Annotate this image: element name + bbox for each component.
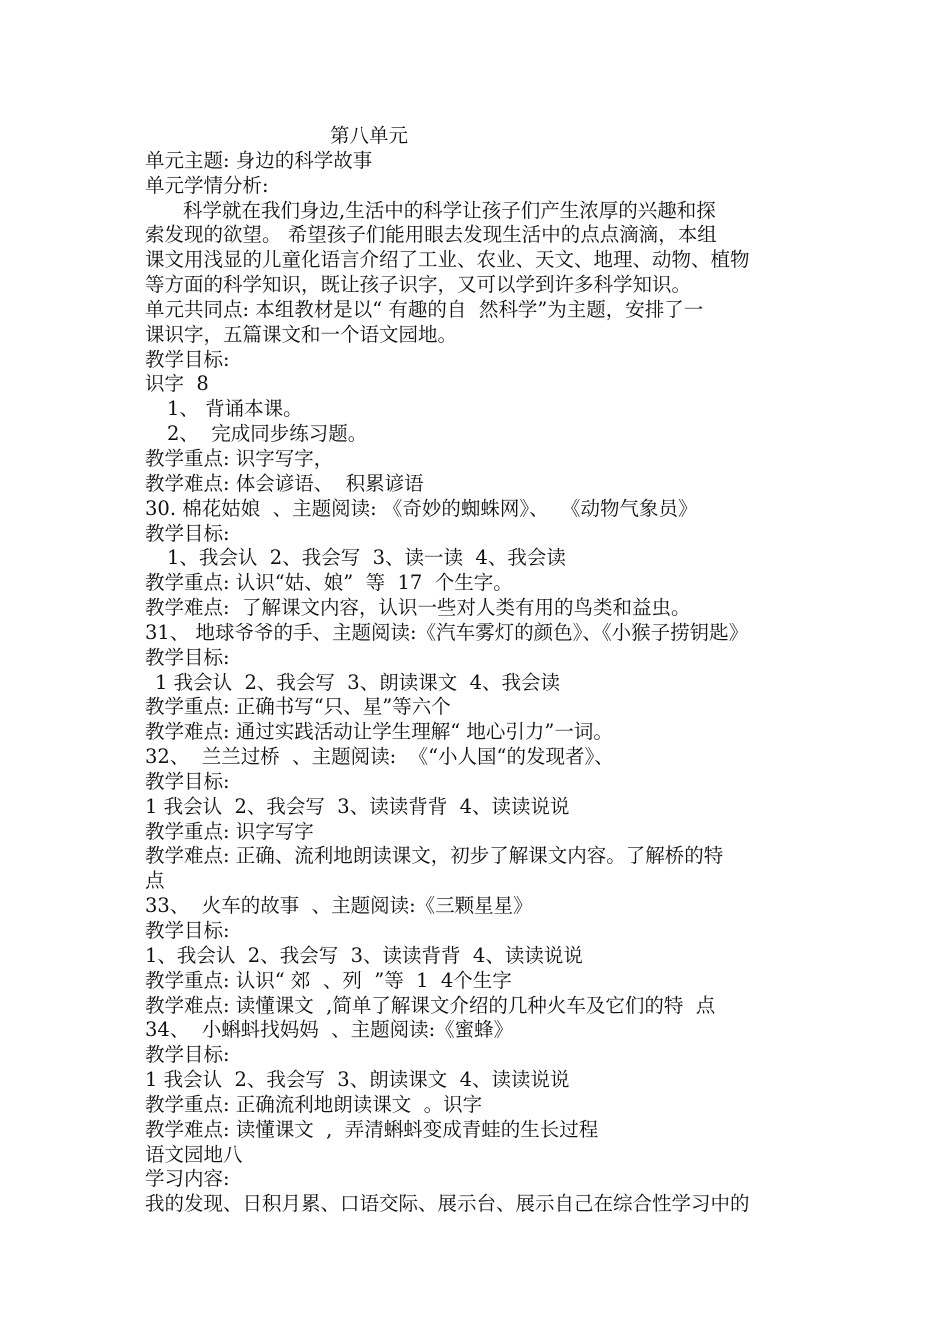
document-page xyxy=(145,124,815,1217)
lesson-heading-34: 34、 小蝌蚪找妈妈 、主题阅读:《蜜蜂》 xyxy=(145,1018,514,1042)
teaching-difficulty: 教学难点: 通过实践活动让学生理解“ 地心引力”一词。 xyxy=(145,720,613,744)
goal-items: 1、我会认 2、我会写 3、读读背背 4、读读说说 xyxy=(145,943,583,967)
analysis-text-line: 科学就在我们身边,生活中的科学让孩子们产生浓厚的兴趣和探 xyxy=(183,198,716,222)
goal-items: 1、我会认 2、我会写 3、读一读 4、我会读 xyxy=(167,546,566,570)
goal-items: 1 我会认 2、我会写 3、读读背背 4、读读说说 xyxy=(145,794,570,818)
lesson-heading-32: 32、 兰兰过桥 、主题阅读: 《“小人国“的发现者》、 xyxy=(145,745,614,769)
teaching-focus: 教学重点: 认识“姑、娘” 等 17 个生字。 xyxy=(145,571,513,595)
unit-analysis-heading: 单元学情分析: xyxy=(145,173,269,197)
teaching-focus: 教学重点: 认识“ 郊 、列 ”等 1 4个生字 xyxy=(145,968,512,992)
lesson-heading-shizi8: 识字 8 xyxy=(145,372,209,396)
unit-common-point: 单元共同点: 本组教材是以“ 有趣的自 然科学”为主题，安排了一 xyxy=(145,297,704,321)
teaching-goal-heading: 教学目标: xyxy=(145,521,230,545)
goal-items: 1 我会认 2、我会写 3、朗读课文 4、我会读 xyxy=(155,670,561,694)
teaching-difficulty: 教学难点: 读懂课文 ,简单了解课文介绍的几种火车及它们的特 点 xyxy=(145,993,716,1017)
teaching-goal-heading: 教学目标: xyxy=(145,769,230,793)
section-heading-garden: 语文园地八 xyxy=(145,1142,243,1166)
teaching-goal-heading: 教学目标: xyxy=(145,1043,230,1067)
teaching-focus: 教学重点: 正确书写“只、星”等六个 xyxy=(145,695,451,719)
learning-content-heading: 学习内容: xyxy=(145,1167,230,1191)
analysis-text-line: 等方面的科学知识，既让孩子识字，又可以学到许多科学知识。 xyxy=(145,273,692,297)
unit-theme: 单元主题: 身边的科学故事 xyxy=(145,148,373,172)
teaching-difficulty: 教学难点: 了解课文内容，认识一些对人类有用的鸟类和益虫。 xyxy=(145,596,691,620)
teaching-goal-heading: 教学目标: xyxy=(145,347,230,371)
analysis-text-line: 课文用浅显的儿童化语言介绍了工业、农业、天文、地理、动物、植物 xyxy=(145,248,750,272)
lesson-heading-31: 31、 地球爷爷的手、主题阅读:《汽车雾灯的颜色》、《小猴子捞钥匙》 xyxy=(145,620,749,644)
lesson-heading-33: 33、 火车的故事 、主题阅读:《三颗星星》 xyxy=(145,894,533,918)
goal-items: 1 我会认 2、我会写 3、朗读课文 4、读读说说 xyxy=(145,1068,570,1092)
analysis-text-line: 索发现的欲望。 希望孩子们能用眼去发现生活中的点点滴滴，本组 xyxy=(145,223,717,247)
teaching-goal-heading: 教学目标: xyxy=(145,919,230,942)
teaching-difficulty: 教学难点: 正确、流利地朗读课文，初步了解课文内容。了解桥的特 xyxy=(145,844,724,868)
teaching-focus: 教学重点: 正确流利地朗读课文 。识字 xyxy=(145,1092,483,1116)
unit-common-point-cont: 课识字，五篇课文和一个语文园地。 xyxy=(145,322,458,346)
teaching-difficulty: 教学难点: 读懂课文 , 弄清蝌蚪变成青蛙的生长过程 xyxy=(145,1117,599,1141)
teaching-difficulty-cont: 点 xyxy=(145,869,165,893)
teaching-focus: 教学重点: 识字写字 xyxy=(145,819,314,843)
teaching-difficulty: 教学难点: 体会谚语、 积累谚语 xyxy=(145,471,424,495)
learning-content-text: 我的发现、日积月累、口语交际、展示台、展示自己在综合性学习中的 xyxy=(145,1192,750,1216)
teaching-goal-heading: 教学目标: xyxy=(145,645,230,669)
goal-item: 2、 完成同步练习题。 xyxy=(167,422,368,446)
goal-item: 1、 背诵本课。 xyxy=(167,397,303,421)
document-title: 第八单元 xyxy=(330,124,409,147)
teaching-focus: 教学重点: 识字写字， xyxy=(145,446,334,470)
lesson-heading-30: 30. 棉花姑娘 、主题阅读: 《奇妙的蜘蛛网》、 《动物气象员》 xyxy=(145,496,698,520)
